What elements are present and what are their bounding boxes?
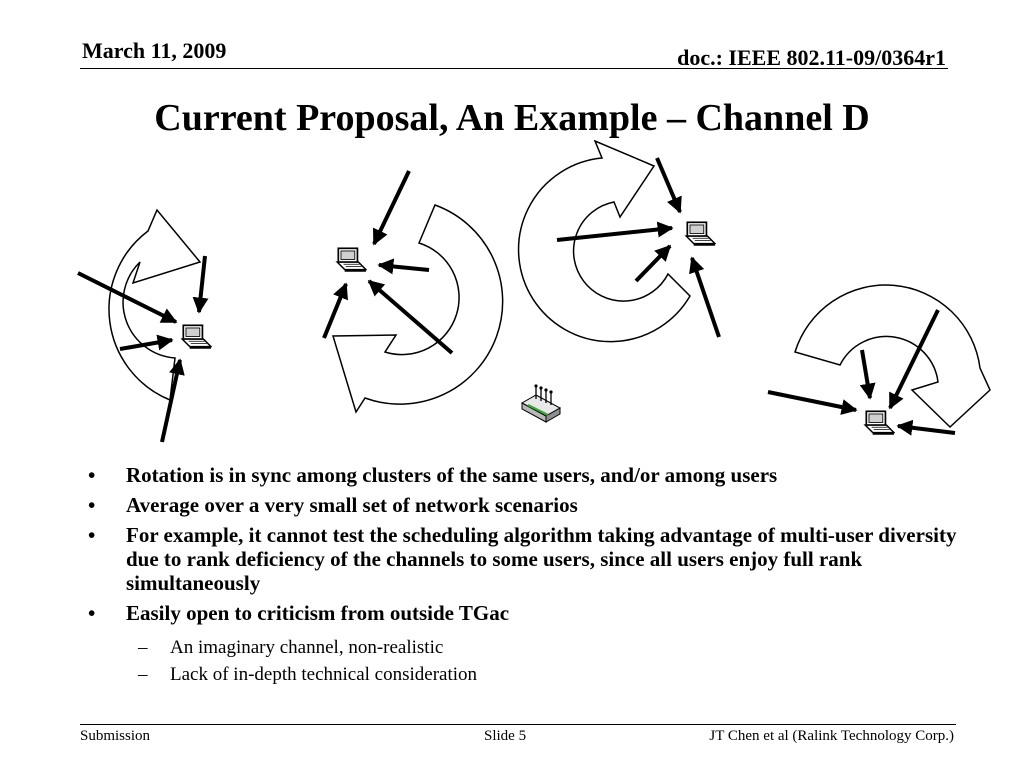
access-point-icon [522, 384, 560, 422]
rotation-arrow-icon [333, 205, 503, 412]
direction-arrow-icon [898, 426, 955, 433]
direction-arrow-icon [199, 256, 205, 312]
cluster-1 [78, 210, 211, 442]
direction-arrow-icon [379, 265, 429, 270]
rotation-arrow-icon [109, 210, 200, 400]
channel-diagram [0, 140, 1024, 460]
direction-arrow-icon [657, 158, 680, 212]
cluster-2 [324, 171, 503, 412]
direction-arrow-icon [324, 284, 346, 338]
bullet-item: • Average over a very small set of network scenarios [88, 493, 988, 517]
direction-arrow-icon [862, 350, 870, 398]
header-rule [80, 68, 948, 69]
footer-author: JT Chen et al (Ralink Technology Corp.) [709, 728, 954, 744]
slide-title: Current Proposal, An Example – Channel D [154, 97, 870, 139]
footer-submission: Submission [80, 728, 151, 744]
bullet-list [88, 463, 988, 631]
header-date: March 11, 2009 [82, 38, 227, 63]
laptop-icon [686, 222, 715, 245]
laptop-icon [182, 325, 211, 348]
bullet-item: • For example, it cannot test the scheduling algorithm taking advantage of multi-user diversity due to rank deficiency of the channels to some users, since all users enjoy full rank simultaneously [88, 523, 988, 595]
bullet-item: • Easily open to criticism from outside TGac [88, 601, 988, 625]
cluster-4 [768, 285, 990, 435]
sub-bullet-list [132, 636, 992, 690]
direction-arrow-icon [374, 171, 409, 244]
bullet-item: • Rotation is in sync among clusters of the same users, and/or among users [88, 463, 988, 487]
laptop-icon [865, 411, 894, 434]
footer-rule [80, 724, 956, 725]
laptop-icon [337, 248, 366, 271]
cluster-3 [519, 141, 719, 342]
sub-bullet-item: – Lack of in-depth technical consideration [132, 663, 992, 687]
sub-bullet-item: – An imaginary channel, non-realistic [132, 636, 992, 660]
direction-arrow-icon [692, 258, 719, 337]
footer-slide-number: Slide 5 [484, 728, 527, 744]
direction-arrow-icon [636, 246, 670, 281]
header-doc-id: doc.: IEEE 802.11-09/0364r1 [677, 45, 946, 70]
direction-arrow-icon [768, 392, 856, 410]
